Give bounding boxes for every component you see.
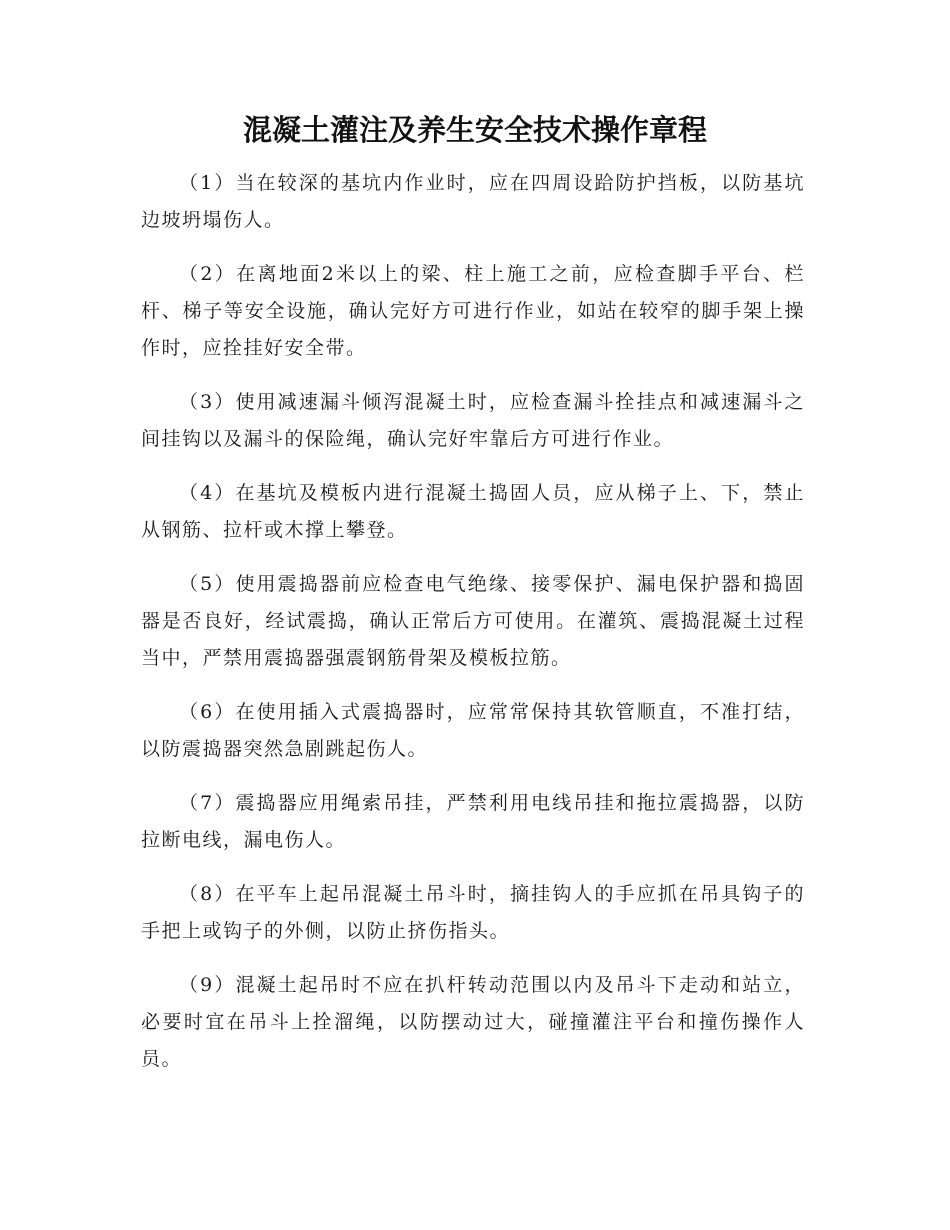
paragraph-7: （7）震捣器应用绳索吊挂，严禁利用电线吊挂和拖拉震捣器，以防拉断电线，漏电伤人。 <box>141 792 805 851</box>
paragraph-8: （8）在平车上起吊混凝土吊斗时，摘挂钩人的手应抓在吊具钩子的手把上或钩子的外侧，以防止挤伤指头。 <box>141 883 805 942</box>
paragraph-2: （2）在离地面2米以上的梁、柱上施工之前，应检查脚手平台、栏杆、梯子等安全设施，确认完好方可进行作业，如站在较窄的脚手架上操作时，应拴挂好安全带。 <box>141 263 805 359</box>
document-body <box>141 165 805 1095</box>
page-title: 混凝土灌注及养生安全技术操作章程 <box>242 113 707 147</box>
paragraph-6: （6）在使用插入式震捣器时，应常常保持其软管顺直，不准打结，以防震捣器突然急剧跳起伤人。 <box>141 701 805 760</box>
paragraph-5: （5）使用震捣器前应检查电气绝缘、接零保护、漏电保护器和捣固器是否良好，经试震捣，确认正常后方可使用。在灌筑、震捣混凝土过程当中，严禁用震捣器强震钢筋骨架及模板拉筋。 <box>141 573 805 669</box>
paragraph-9: （9）混凝土起吊时不应在扒杆转动范围以内及吊斗下走动和站立，必要时宜在吊斗上拴溜绳，以防摆动过大，碰撞灌注平台和撞伤操作人员。 <box>141 974 805 1070</box>
paragraph-3: （3）使用减速漏斗倾泻混凝土时，应检查漏斗拴挂点和减速漏斗之间挂钩以及漏斗的保险绳，确认完好牢靠后方可进行作业。 <box>141 391 805 450</box>
paragraph-1: （1）当在较深的基坑内作业时，应在四周设跲防护挡板，以防基坑边坡坍塌伤人。 <box>141 172 805 231</box>
paragraph-4: （4）在基坑及模板内进行混凝土捣固人员，应从梯子上、下，禁止从钢筋、拉杆或木撑上攀登。 <box>141 482 805 541</box>
